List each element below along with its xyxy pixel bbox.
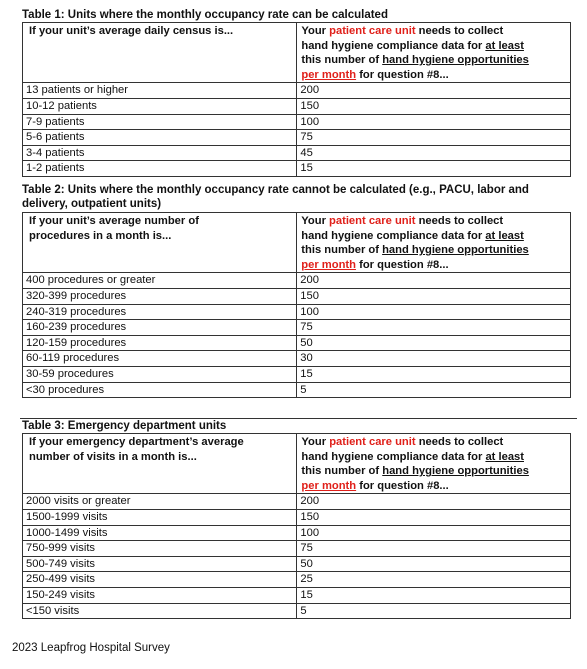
rh-for-question: for question #8... (359, 258, 449, 271)
rh-at-least: at least (485, 229, 524, 242)
table1-left-header: If your unit’s average daily census is... (23, 23, 297, 83)
table-row (23, 83, 571, 99)
row-label: 240-319 procedures (23, 304, 297, 320)
row-value: 100 (297, 114, 571, 130)
rh-your: Your (301, 436, 327, 448)
table-row (23, 335, 571, 351)
rh-line3: this number of (301, 465, 380, 478)
table3-header-row (23, 434, 571, 494)
table-row (23, 130, 571, 146)
row-value: 50 (297, 556, 571, 572)
row-value: 15 (297, 587, 571, 603)
row-value: 100 (297, 304, 571, 320)
table3-left-header: If your emergency department’s average number of visits in a month is... (23, 434, 297, 494)
table1 (22, 22, 571, 177)
table-row (23, 541, 571, 557)
table-row (23, 366, 571, 382)
table-row (23, 525, 571, 541)
rh-patient-care-unit: patient care unit (329, 436, 416, 448)
rh-line2: hand hygiene compliance data for (301, 450, 483, 463)
row-value: 100 (297, 525, 571, 541)
row-label: 750-999 visits (23, 541, 297, 557)
row-label: 1-2 patients (23, 161, 297, 177)
row-label: <30 procedures (23, 382, 297, 398)
row-label: 160-239 procedures (23, 320, 297, 336)
rh-patient-care-unit: patient care unit (329, 25, 416, 37)
rh-needs-to-collect: needs to collect (418, 436, 504, 448)
row-value: 25 (297, 572, 571, 588)
row-label: 400 procedures or greater (23, 273, 297, 289)
rh-at-least: at least (485, 39, 524, 52)
table-row (23, 161, 571, 177)
rh-needs-to-collect: needs to collect (418, 25, 504, 37)
row-value: 200 (297, 494, 571, 510)
rh-line2: hand hygiene compliance data for (301, 229, 483, 242)
row-label: 60-119 procedures (23, 351, 297, 367)
row-value: 45 (297, 145, 571, 161)
rh-for-question: for question #8... (359, 68, 449, 81)
row-label: 150-249 visits (23, 587, 297, 603)
row-value: 200 (297, 273, 571, 289)
table2-title-line1: Table 2: Units where the monthly occupancy rate cannot be calculated (e.g., PACU, labor and (22, 184, 529, 196)
row-label: <150 visits (23, 603, 297, 619)
table2-right-header (297, 213, 571, 273)
row-value: 200 (297, 83, 571, 99)
row-value: 150 (297, 98, 571, 114)
table2-title-line2: delivery, outpatient units) (22, 198, 162, 210)
rh-hand-hygiene-opportunities: hand hygiene opportunities (382, 54, 529, 67)
table1-right-header (297, 23, 571, 83)
rh-for-question: for question #8... (359, 479, 449, 492)
table-row (23, 509, 571, 525)
table3 (22, 433, 571, 619)
row-label: 7-9 patients (23, 114, 297, 130)
rh-hand-hygiene-opportunities: hand hygiene opportunities (382, 465, 529, 478)
table3-title: Table 3: Emergency department units (22, 420, 227, 432)
rh-at-least: at least (485, 450, 524, 463)
table-row (23, 351, 571, 367)
table1-header-row (23, 23, 571, 83)
row-value: 15 (297, 161, 571, 177)
rh-needs-to-collect: needs to collect (418, 215, 504, 227)
row-label: 120-159 procedures (23, 335, 297, 351)
row-value: 75 (297, 541, 571, 557)
row-label: 2000 visits or greater (23, 494, 297, 510)
table-row (23, 382, 571, 398)
row-label: 3-4 patients (23, 145, 297, 161)
row-label: 10-12 patients (23, 98, 297, 114)
table-row (23, 556, 571, 572)
row-value: 30 (297, 351, 571, 367)
table-row (23, 273, 571, 289)
footer-text: 2023 Leapfrog Hospital Survey (12, 642, 170, 654)
row-value: 150 (297, 288, 571, 304)
row-value: 15 (297, 366, 571, 382)
rh-patient-care-unit: patient care unit (329, 215, 416, 227)
table3-right-header (297, 434, 571, 494)
table-row (23, 98, 571, 114)
table-row (23, 114, 571, 130)
row-label: 250-499 visits (23, 572, 297, 588)
row-label: 5-6 patients (23, 130, 297, 146)
table-row (23, 603, 571, 619)
section-divider (20, 418, 577, 419)
table-row (23, 288, 571, 304)
row-label: 1500-1999 visits (23, 509, 297, 525)
row-value: 5 (297, 603, 571, 619)
row-label: 320-399 procedures (23, 288, 297, 304)
rh-per-month: per month (301, 479, 357, 492)
rh-your: Your (301, 215, 326, 227)
table-row (23, 145, 571, 161)
rh-your: Your (301, 25, 327, 37)
row-value: 75 (297, 130, 571, 146)
table-row (23, 304, 571, 320)
rh-per-month: per month (301, 258, 356, 271)
rh-hand-hygiene-opportunities: hand hygiene opportunities (382, 244, 529, 257)
rh-line3: this number of (301, 244, 379, 257)
table-row (23, 494, 571, 510)
table-row (23, 572, 571, 588)
table-row (23, 587, 571, 603)
table2 (22, 212, 571, 398)
rh-line2: hand hygiene compliance data for (301, 39, 483, 52)
rh-per-month: per month (301, 68, 357, 81)
row-label: 30-59 procedures (23, 366, 297, 382)
table-row (23, 320, 571, 336)
row-value: 50 (297, 335, 571, 351)
table2-header-row (23, 213, 571, 273)
rh-line3: this number of (301, 54, 380, 67)
row-label: 13 patients or higher (23, 83, 297, 99)
row-label: 1000-1499 visits (23, 525, 297, 541)
table1-title: Table 1: Units where the monthly occupancy rate can be calculated (22, 9, 388, 21)
row-value: 5 (297, 382, 571, 398)
row-value: 75 (297, 320, 571, 336)
row-label: 500-749 visits (23, 556, 297, 572)
row-value: 150 (297, 509, 571, 525)
table2-left-header: If your unit’s average number of procedures in a month is... (23, 213, 297, 273)
